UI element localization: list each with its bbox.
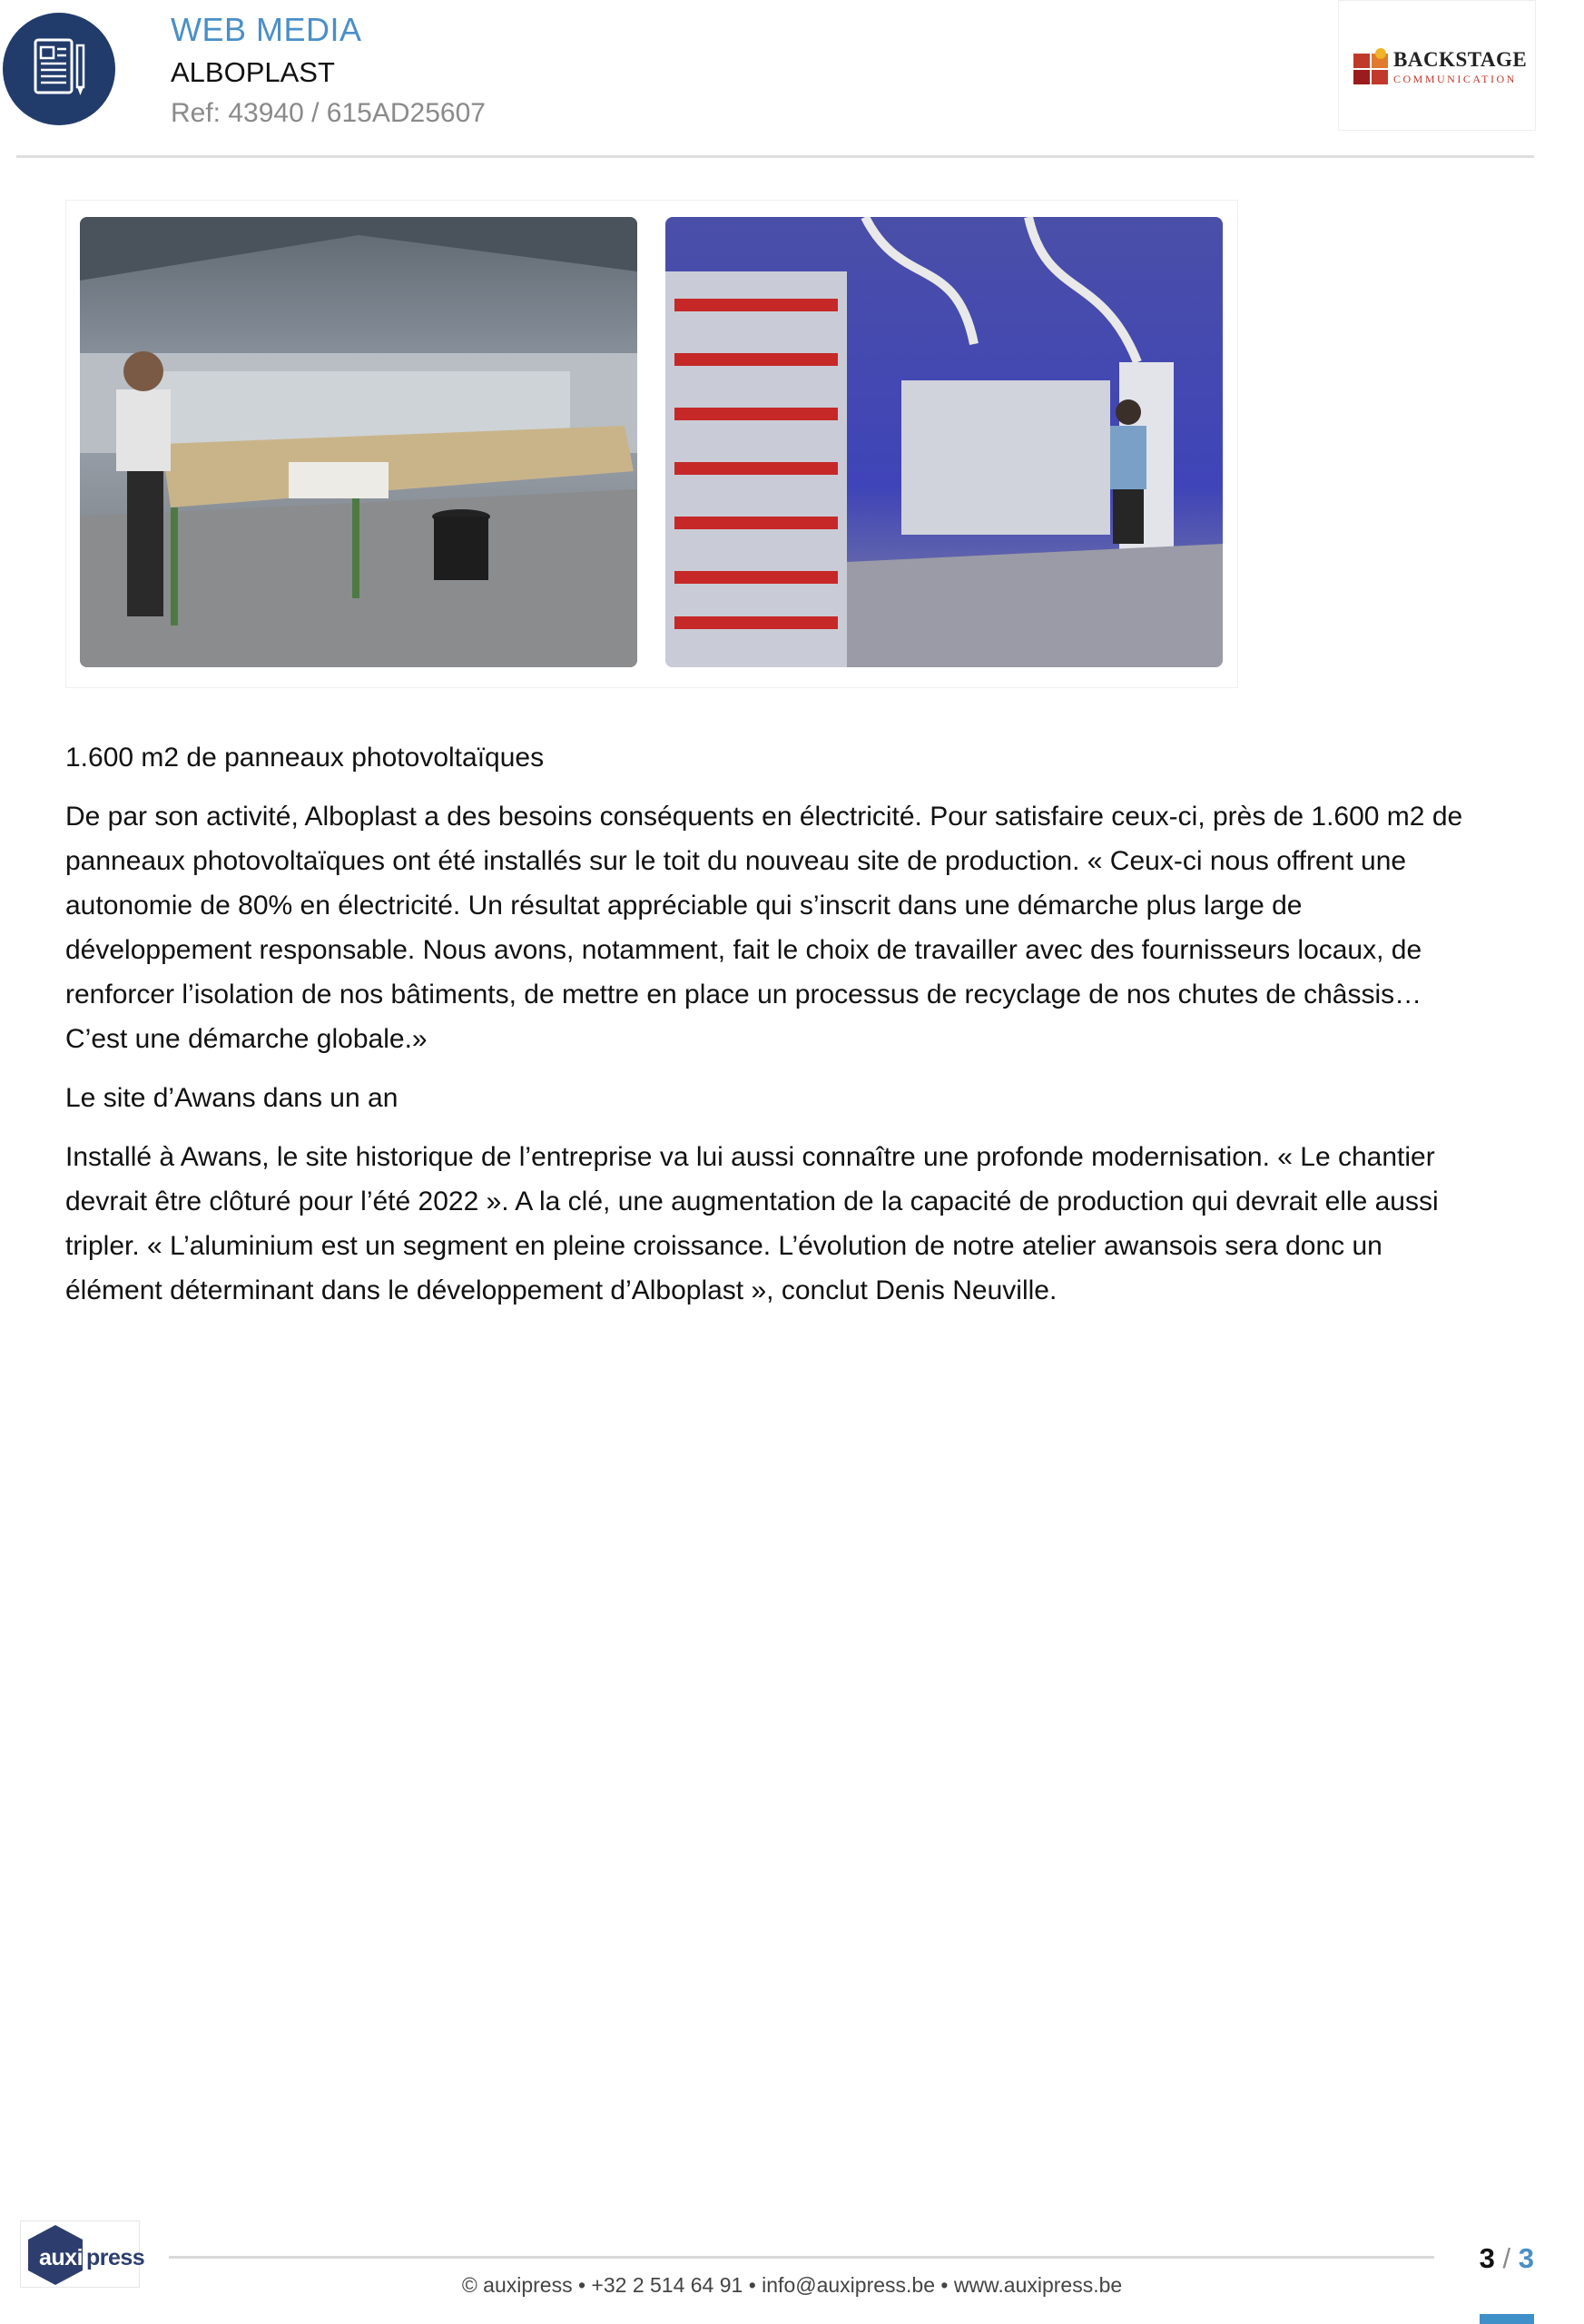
footer-accent-tab: [1480, 2314, 1534, 2324]
auxipress-logo: [20, 2221, 145, 2288]
media-type-label: WEB MEDIA: [171, 11, 362, 48]
section-paragraph: De par son activité, Alboplast a des besoins conséquents en électricité. Pour satisfaire ceux-ci, près de 1.600 m2 de panneaux photovoltaïques ont été installés sur le toit du nouveau site de production. « Ceux-ci nous offrent une autonomie de 80% en électricité. Un résultat appréciable qui s’inscrit dans une démarche plus large de développement responsable. Nous avons, notamment, fait le choix de travailler avec des fournisseurs locaux, de renforcer l’isolation de nos bâtiments, de mettre en place un processus de recyclage de nos chutes de châssis… C’est une démarche globale.»: [65, 802, 1463, 1054]
page-total: 3: [1518, 2242, 1534, 2274]
article-body: [65, 735, 1481, 1327]
section-paragraph: Installé à Awans, le site historique de l’entreprise va lui aussi connaître une profonde modernisation. « Le chantier devrait être clôturé pour l’été 2022 ». A la clé, une augmentation de la capacité de production qui devrait elle aussi tripler. « L’aluminium est un segment en pleine croissance. L’évolution de notre atelier awansois sera donc un élément déterminant dans le développement d’Alboplast », conclut Denis Neuville.: [65, 1142, 1439, 1305]
brand-mark-icon: [1353, 48, 1390, 86]
footer-contact-line: © auxipress • +32 2 514 64 91 • info@auxipress.be • www.auxipress.be: [461, 2273, 1123, 2297]
photo-workshop-worker[interactable]: [80, 217, 637, 667]
brand-subtitle: COMMUNICATION: [1393, 73, 1517, 85]
photo-production-machine[interactable]: [665, 217, 1223, 667]
newspaper-icon: [3, 13, 115, 125]
section-heading: Le site d’Awans dans un an: [65, 1083, 398, 1113]
backstage-logo: [1338, 0, 1536, 131]
source-name: ALBOPLAST: [171, 56, 335, 88]
logo-text-press: press: [86, 2245, 145, 2270]
section-heading: 1.600 m2 de panneaux photovoltaïques: [65, 743, 545, 773]
header-divider: [16, 155, 1534, 158]
reference-number: Ref: 43940 / 615AD25607: [171, 98, 486, 128]
page-current: 3: [1479, 2242, 1495, 2274]
logo-text-auxi: auxi: [39, 2245, 84, 2270]
brand-name: BACKSTAGE: [1393, 48, 1528, 71]
page-indicator: [1452, 2242, 1534, 2275]
footer-divider: [169, 2256, 1434, 2259]
photo-gallery: [65, 200, 1238, 688]
page-separator: /: [1502, 2242, 1511, 2274]
